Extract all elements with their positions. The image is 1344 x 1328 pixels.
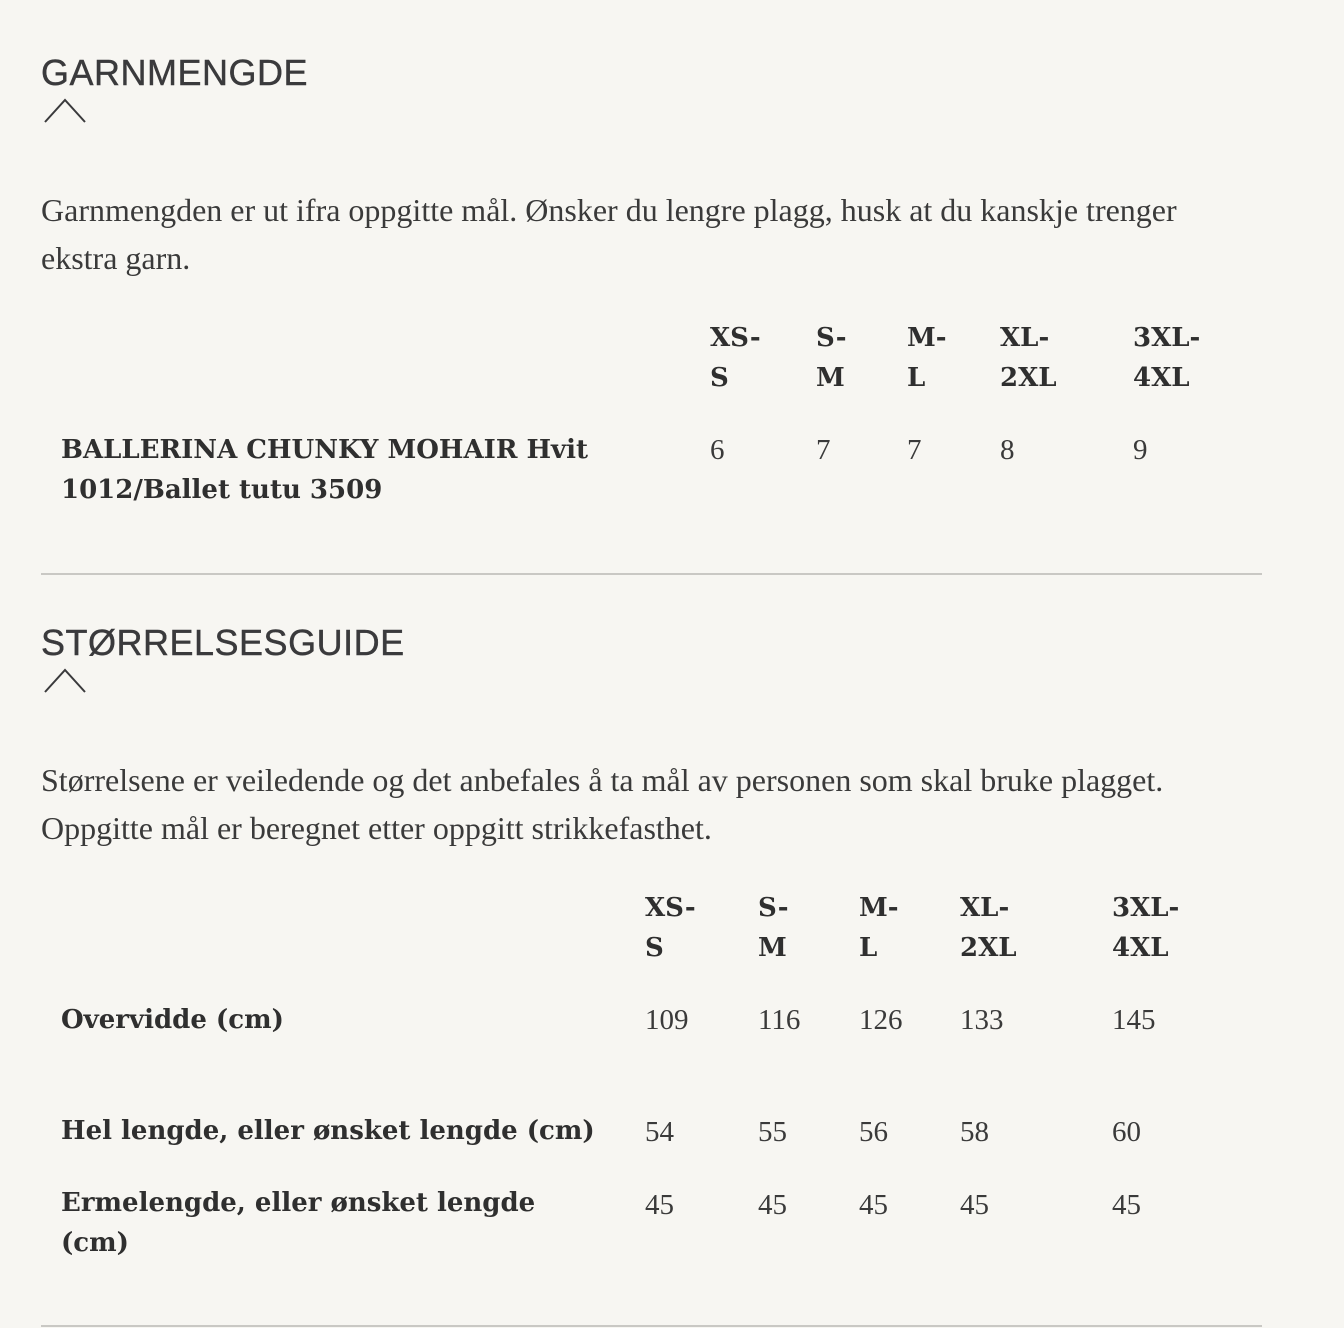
yarn-value-xl-2xl: 8 (1000, 434, 1015, 466)
size-header-3xl-4xl: 3XL- 4XL (1133, 323, 1201, 393)
sleeve-value-xs-s: 45 (645, 1189, 674, 1221)
yarn-value-3xl-4xl: 9 (1133, 434, 1148, 466)
sleeve-value-s-m: 45 (758, 1189, 787, 1221)
length-value-m-l: 56 (859, 1116, 888, 1148)
yarn-value-m-l: 7 (907, 434, 922, 466)
length-value-3xl-4xl: 60 (1112, 1116, 1141, 1148)
size-header-m-l: M- L (907, 323, 947, 393)
sleeve-value-3xl-4xl: 45 (1112, 1189, 1141, 1221)
storrelsesguide-description: Størrelsene er veiledende og det anbefales å ta mål av personen som skal bruke plagget. Oppgitte mål er beregnet etter oppgitt strikkefasthet. (41, 762, 1164, 846)
length-value-s-m: 55 (758, 1116, 787, 1148)
size-header-m-l: M- L (859, 893, 899, 963)
size-header-xs-s: XS- S (710, 323, 761, 393)
yarn-row-label: BALLERINA CHUNKY MOHAIR Hvit 1012/Ballet tutu 3509 (61, 435, 589, 505)
size-header-xl-2xl: XL- 2XL (1000, 323, 1057, 393)
garnmengde-description: Garnmengden er ut ifra oppgitte mål. Ønsker du lengre plagg, husk at du kanskje trenger ekstra garn. (41, 192, 1177, 276)
length-value-xl-2xl: 58 (960, 1116, 989, 1148)
measure-row-label-length: Hel lengde, eller ønsket lengde (cm) (61, 1116, 595, 1146)
storrelsesguide-title: STØRRELSESGUIDE (41, 622, 405, 663)
measure-row-label-sleeve: Ermelengde, eller ønsket lengde (cm) (61, 1188, 536, 1258)
measure-row-label-chest: Overvidde (cm) (61, 1005, 284, 1035)
storrelsesguide-section (41, 0, 1262, 1320)
storrelsesguide-collapse-toggle[interactable] (43, 666, 87, 694)
yarn-value-xs-s: 6 (710, 434, 725, 466)
chest-value-3xl-4xl: 145 (1112, 1004, 1156, 1036)
chest-value-m-l: 126 (859, 1004, 903, 1036)
yarn-value-s-m: 7 (816, 434, 831, 466)
chest-value-s-m: 116 (758, 1004, 801, 1036)
size-header-s-m: S- M (816, 323, 847, 393)
size-header-s-m: S- M (758, 893, 789, 963)
garnmengde-title: GARNMENGDE (41, 52, 309, 93)
size-header-xl-2xl: XL- 2XL (960, 893, 1017, 963)
size-header-3xl-4xl: 3XL- 4XL (1112, 893, 1180, 963)
size-header-xs-s: XS- S (645, 893, 696, 963)
chest-value-xl-2xl: 133 (960, 1004, 1004, 1036)
chest-value-xs-s: 109 (645, 1004, 689, 1036)
sleeve-value-m-l: 45 (859, 1189, 888, 1221)
length-value-xs-s: 54 (645, 1116, 674, 1148)
chevron-up-icon (43, 666, 87, 694)
bottom-divider (41, 1325, 1262, 1327)
sleeve-value-xl-2xl: 45 (960, 1189, 989, 1221)
